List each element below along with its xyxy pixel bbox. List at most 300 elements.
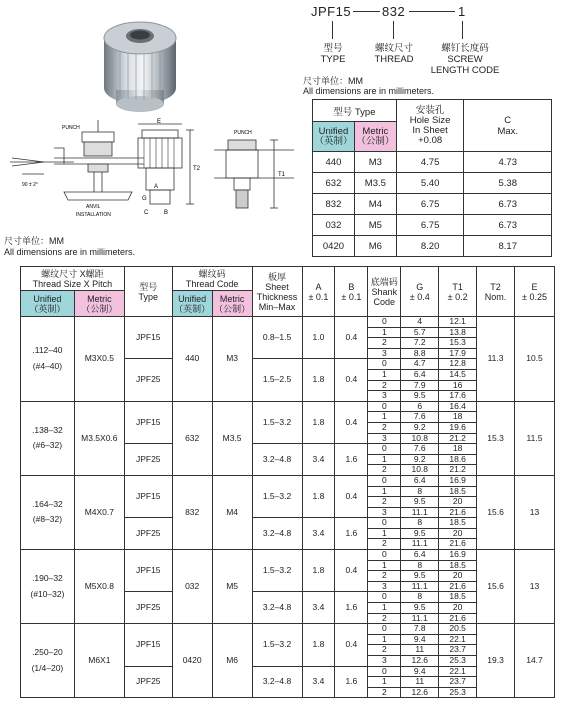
shank-code-cell: 2 xyxy=(368,571,401,582)
h-metric-cn: （公制） xyxy=(81,303,118,314)
h-code-unified-cn: （英制） xyxy=(174,303,211,314)
shank-code-cell: 2 xyxy=(368,645,401,656)
hole-unified-cell: 440 xyxy=(313,152,355,173)
h-type-cn: 型号 xyxy=(139,281,158,292)
hole-h-hole-en3: +0.08 xyxy=(418,134,443,146)
t2-cell: 15.6 xyxy=(477,475,515,549)
code-mid: 832 xyxy=(382,4,406,19)
metric-size-cell: M3X0.5 xyxy=(74,317,124,402)
unit-note-top xyxy=(303,76,434,96)
b-cell: 0.4 xyxy=(335,624,368,666)
hole-h-metric-cn: （公制） xyxy=(356,135,395,147)
h-e-a: E xyxy=(531,281,538,292)
h-a1: A xyxy=(315,281,322,292)
g-cell: 10.8 xyxy=(401,465,439,476)
g-cell: 5.7 xyxy=(401,327,439,338)
unified-size: .112–40 xyxy=(32,345,63,356)
code-metric-cell: M3.5 xyxy=(212,401,252,475)
t1-cell: 19.6 xyxy=(439,422,477,433)
t1-cell: 12.1 xyxy=(439,317,477,328)
h-b2: ± 0.1 xyxy=(341,291,362,302)
shank-code-cell: 2 xyxy=(368,338,401,349)
g-cell: 11 xyxy=(401,645,439,656)
g-cell: 12.6 xyxy=(401,687,439,698)
h-code-metric-cn: （公制） xyxy=(214,303,251,314)
h-e-b: ± 0.25 xyxy=(522,291,547,302)
type-cell: JPF15 xyxy=(124,401,172,443)
h-sheet-cn: 板厚 xyxy=(268,271,287,282)
drawing-label-c: C xyxy=(144,210,149,216)
t1-cell: 25.3 xyxy=(439,687,477,698)
hole-c-cell: 8.17 xyxy=(464,236,552,257)
drawing-label-g: G xyxy=(142,196,147,202)
h-b1: B xyxy=(348,281,355,292)
t1-cell: 15.3 xyxy=(439,338,477,349)
t1-cell: 21.6 xyxy=(439,613,477,624)
hole-row xyxy=(313,152,552,173)
b-cell: 0.4 xyxy=(335,550,368,592)
t1-cell: 18 xyxy=(439,444,477,455)
shank-code-cell: 2 xyxy=(368,687,401,698)
h-sheet-en1: Sheet xyxy=(265,281,289,292)
h-t2-a: T2 xyxy=(490,281,501,292)
shank-code-cell: 3 xyxy=(368,348,401,359)
drawing-label-angle: 90 ± 2° xyxy=(22,182,38,188)
t1-cell: 22.1 xyxy=(439,666,477,677)
a-cell: 3.4 xyxy=(302,592,335,624)
shank-code-cell: 0 xyxy=(368,624,401,635)
h-a xyxy=(302,267,335,317)
h-t1 xyxy=(439,267,477,317)
sheet-cell: 1.5–3.2 xyxy=(252,550,302,592)
hole-h-unified-cn: （英制） xyxy=(314,135,353,147)
unit-note-top-en: All dimensions are in millimeters. xyxy=(303,86,435,96)
thread-en: THREAD xyxy=(374,54,414,65)
t1-cell: 18 xyxy=(439,412,477,423)
spec-table xyxy=(20,266,555,698)
hole-metric-cell: M3.5 xyxy=(354,173,396,194)
shank-code-cell: 1 xyxy=(368,677,401,688)
g-cell: 11.1 xyxy=(401,581,439,592)
drawing-label-installation: INSTALLATION xyxy=(76,212,111,218)
len-en-2: LENGTH CODE xyxy=(430,65,500,76)
hole-unified-cell: 0420 xyxy=(313,236,355,257)
hole-size-cell: 8.20 xyxy=(396,236,464,257)
shank-code-cell: 3 xyxy=(368,433,401,444)
code-metric-cell: M4 xyxy=(212,475,252,549)
shank-code-cell: 0 xyxy=(368,317,401,328)
t1-cell: 20 xyxy=(439,528,477,539)
g-cell: 9.5 xyxy=(401,603,439,614)
drawing-label-t1: T1 xyxy=(278,172,286,178)
shank-code-cell: 3 xyxy=(368,507,401,518)
spec-row xyxy=(21,401,555,412)
t2-cell: 15.3 xyxy=(477,401,515,475)
type-cell: JPF25 xyxy=(124,518,172,550)
drawing-label-e: E xyxy=(157,119,162,125)
e-cell: 11.5 xyxy=(515,401,555,475)
t1-cell: 16.9 xyxy=(439,550,477,561)
shank-code-cell: 1 xyxy=(368,603,401,614)
code-unified-cell: 0420 xyxy=(172,624,212,698)
code-dash-1 xyxy=(353,11,380,12)
shank-code-cell: 1 xyxy=(368,327,401,338)
g-cell: 9.5 xyxy=(401,571,439,582)
shank-code-cell: 0 xyxy=(368,592,401,603)
hole-metric-cell: M4 xyxy=(354,194,396,215)
unified-size-cell xyxy=(21,475,75,549)
hole-h-c2: Max. xyxy=(497,125,519,137)
t1-cell: 16 xyxy=(439,380,477,391)
hole-size-table xyxy=(312,99,552,257)
type-cell: JPF25 xyxy=(124,359,172,401)
a-cell: 1.8 xyxy=(302,550,335,592)
hole-size-cell: 5.40 xyxy=(396,173,464,194)
unit-note-mid-en: All dimensions are in millimeters. xyxy=(4,247,136,257)
drawing-label-punch-right: PUNCH xyxy=(234,130,252,136)
drawing-label-anvil: ANVIL xyxy=(86,204,101,210)
hole-row xyxy=(313,173,552,194)
len-en-1: SCREW xyxy=(447,54,483,65)
shank-code-cell: 1 xyxy=(368,454,401,465)
t2-cell: 19.3 xyxy=(477,624,515,698)
hole-h-hole xyxy=(396,100,464,152)
metric-size-cell: M5X0.8 xyxy=(74,550,124,624)
code-pointer-2 xyxy=(393,21,394,39)
drawing-label-a: A xyxy=(154,184,159,190)
e-cell: 13 xyxy=(515,550,555,624)
unit-note-top-cn: 尺寸单位：MM xyxy=(303,76,363,86)
b-cell: 1.6 xyxy=(335,518,368,550)
hole-unified-cell: 632 xyxy=(313,173,355,194)
t1-cell: 18.5 xyxy=(439,592,477,603)
g-cell: 9.5 xyxy=(401,391,439,402)
a-cell: 1.8 xyxy=(302,401,335,443)
hole-size-cell: 6.75 xyxy=(396,215,464,236)
h-t1-a: T1 xyxy=(452,281,463,292)
spec-row xyxy=(21,475,555,486)
type-cell: JPF15 xyxy=(124,550,172,592)
hole-metric-cell: M6 xyxy=(354,236,396,257)
t1-cell: 21.6 xyxy=(439,581,477,592)
unified-size: .138–32 xyxy=(32,424,63,435)
unit-note-mid xyxy=(4,236,135,258)
hole-h-metric xyxy=(354,122,396,152)
b-cell: 1.6 xyxy=(335,666,368,698)
drawing-label-punch-left: PUNCH xyxy=(62,125,80,131)
h-metric xyxy=(74,291,124,317)
hole-size-cell: 6.75 xyxy=(396,194,464,215)
shank-code-cell: 1 xyxy=(368,560,401,571)
g-cell: 6 xyxy=(401,401,439,412)
type-cn: 型号 xyxy=(323,43,343,54)
code-metric-cell: M3 xyxy=(212,317,252,402)
shank-code-cell: 1 xyxy=(368,634,401,645)
g-cell: 8.8 xyxy=(401,348,439,359)
shank-code-cell: 2 xyxy=(368,497,401,508)
hole-metric-cell: M5 xyxy=(354,215,396,236)
g-cell: 8 xyxy=(401,518,439,529)
unified-size: .250–20 xyxy=(32,647,63,658)
type-cell: JPF25 xyxy=(124,592,172,624)
h-t1-b: ± 0.2 xyxy=(447,291,468,302)
a-cell: 3.4 xyxy=(302,518,335,550)
drawing-label-b: B xyxy=(164,210,169,216)
hole-h-hole-en1: Hole Size xyxy=(409,114,451,126)
t1-cell: 22.1 xyxy=(439,634,477,645)
shank-code-cell: 0 xyxy=(368,666,401,677)
g-cell: 8 xyxy=(401,592,439,603)
metric-size-cell: M4X0.7 xyxy=(74,475,124,549)
t1-cell: 21.2 xyxy=(439,465,477,476)
thread-label xyxy=(364,43,424,65)
hole-c-cell: 4.73 xyxy=(464,152,552,173)
g-cell: 6.4 xyxy=(401,369,439,380)
t1-cell: 21.6 xyxy=(439,539,477,550)
hole-h-hole-cn: 安装孔 xyxy=(415,104,445,116)
h-unified xyxy=(21,291,75,317)
type-cell: JPF25 xyxy=(124,444,172,476)
h-type-en: Type xyxy=(138,291,159,302)
g-cell: 7.9 xyxy=(401,380,439,391)
g-cell: 11 xyxy=(401,677,439,688)
shank-code-cell: 3 xyxy=(368,581,401,592)
h-sheet xyxy=(252,267,302,317)
sheet-cell: 1.5–2.5 xyxy=(252,359,302,401)
hole-row xyxy=(313,194,552,215)
h-a2: ± 0.1 xyxy=(308,291,329,302)
unified-size-cell xyxy=(21,624,75,698)
t1-cell: 18.5 xyxy=(439,486,477,497)
type-label xyxy=(306,43,360,65)
installation-drawings xyxy=(4,118,300,236)
code-dash-2 xyxy=(409,11,455,12)
h-shank-en1: Shank xyxy=(371,286,398,297)
shank-code-cell: 1 xyxy=(368,412,401,423)
t1-cell: 17.6 xyxy=(439,391,477,402)
g-cell: 9.4 xyxy=(401,666,439,677)
code-unified-cell: 032 xyxy=(172,550,212,624)
unified-size-number: (#8–32) xyxy=(32,514,63,525)
b-cell: 0.4 xyxy=(335,401,368,443)
t1-cell: 20.5 xyxy=(439,624,477,635)
g-cell: 11.1 xyxy=(401,507,439,518)
t1-cell: 18.5 xyxy=(439,560,477,571)
g-cell: 7.8 xyxy=(401,624,439,635)
e-cell: 10.5 xyxy=(515,317,555,402)
h-metric-en: Metric xyxy=(87,293,112,304)
code-unified-cell: 832 xyxy=(172,475,212,549)
hole-size-cell: 4.75 xyxy=(396,152,464,173)
fastener-photo xyxy=(90,8,190,116)
b-cell: 0.4 xyxy=(335,475,368,517)
h-thread-en: Thread Size X Pitch xyxy=(32,278,113,289)
hole-c-cell: 6.73 xyxy=(464,194,552,215)
h-code-en: Thread Code xyxy=(185,278,239,289)
h-thread-cn: 螺纹尺寸 X螺距 xyxy=(41,268,104,279)
g-cell: 11.1 xyxy=(401,539,439,550)
shank-code-cell: 0 xyxy=(368,475,401,486)
code-end: 1 xyxy=(458,4,466,19)
code-metric-cell: M5 xyxy=(212,550,252,624)
unified-size-number: (#4–40) xyxy=(32,360,63,371)
g-cell: 8 xyxy=(401,560,439,571)
t1-cell: 17.9 xyxy=(439,348,477,359)
h-g1: G xyxy=(416,281,424,292)
code-metric-cell: M6 xyxy=(212,624,252,698)
g-cell: 11.1 xyxy=(401,613,439,624)
t1-cell: 13.8 xyxy=(439,327,477,338)
shank-code-cell: 0 xyxy=(368,444,401,455)
g-cell: 4 xyxy=(401,317,439,328)
h-code xyxy=(172,267,252,291)
t1-cell: 20 xyxy=(439,603,477,614)
g-cell: 4.7 xyxy=(401,359,439,370)
t1-cell: 16.4 xyxy=(439,401,477,412)
code-pointer-1 xyxy=(332,21,333,39)
a-cell: 1.8 xyxy=(302,359,335,401)
g-cell: 9.2 xyxy=(401,422,439,433)
h-code-unified-en: Unified xyxy=(178,293,207,304)
spec-row xyxy=(21,550,555,561)
t1-cell: 20 xyxy=(439,497,477,508)
drawing-label-t2: T2 xyxy=(193,166,201,172)
type-cell: JPF25 xyxy=(124,666,172,698)
h-code-unified xyxy=(172,291,212,317)
t1-cell: 21.2 xyxy=(439,433,477,444)
hole-h-c1: C xyxy=(504,114,512,126)
type-cell: JPF15 xyxy=(124,317,172,359)
b-cell: 1.6 xyxy=(335,444,368,476)
hole-h-c xyxy=(464,100,552,152)
shank-code-cell: 0 xyxy=(368,518,401,529)
type-cell: JPF15 xyxy=(124,475,172,517)
hole-unified-cell: 032 xyxy=(313,215,355,236)
h-type xyxy=(124,267,172,317)
h-shank-cn: 底端码 xyxy=(370,276,398,287)
shank-code-cell: 0 xyxy=(368,359,401,370)
sheet-cell: 3.2–4.8 xyxy=(252,444,302,476)
t1-cell: 25.3 xyxy=(439,656,477,667)
h-t2 xyxy=(477,267,515,317)
g-cell: 9.5 xyxy=(401,497,439,508)
g-cell: 7.6 xyxy=(401,444,439,455)
thread-cn: 螺纹尺寸 xyxy=(374,43,413,54)
h-g xyxy=(401,267,439,317)
g-cell: 8 xyxy=(401,486,439,497)
g-cell: 6.4 xyxy=(401,550,439,561)
g-cell: 10.8 xyxy=(401,433,439,444)
b-cell: 1.6 xyxy=(335,592,368,624)
t2-cell: 11.3 xyxy=(477,317,515,402)
h-code-metric-en: Metric xyxy=(219,293,245,304)
unified-size-cell xyxy=(21,550,75,624)
sheet-cell: 1.5–3.2 xyxy=(252,624,302,666)
h-unified-cn: （英制） xyxy=(29,303,66,314)
a-cell: 1.8 xyxy=(302,475,335,517)
e-cell: 14.7 xyxy=(515,624,555,698)
t1-cell: 16.9 xyxy=(439,475,477,486)
b-cell: 0.4 xyxy=(335,317,368,359)
hole-h-hole-en2: In Sheet xyxy=(412,124,448,136)
a-cell: 3.4 xyxy=(302,444,335,476)
t1-cell: 18.5 xyxy=(439,518,477,529)
g-cell: 9.4 xyxy=(401,634,439,645)
t1-cell: 14.5 xyxy=(439,369,477,380)
type-cell: JPF15 xyxy=(124,624,172,666)
spec-row xyxy=(21,317,555,328)
hole-c-cell: 5.38 xyxy=(464,173,552,194)
shank-code-cell: 0 xyxy=(368,550,401,561)
unified-size: .190–32 xyxy=(32,573,63,584)
g-cell: 7.6 xyxy=(401,412,439,423)
shank-code-cell: 1 xyxy=(368,486,401,497)
h-unified-en: Unified xyxy=(33,293,62,304)
h-sheet-en3: Min–Max xyxy=(258,301,296,312)
shank-code-cell: 3 xyxy=(368,391,401,402)
len-cn: 螺钉长度码 xyxy=(441,43,489,54)
hole-h-unified xyxy=(313,122,355,152)
shank-code-cell: 1 xyxy=(368,528,401,539)
unit-note-mid-cn: 尺寸单位：MM xyxy=(4,236,64,246)
h-e xyxy=(515,267,555,317)
g-cell: 9.5 xyxy=(401,528,439,539)
a-cell: 1.0 xyxy=(302,317,335,359)
spec-row xyxy=(21,624,555,635)
h-shank-en2: Code xyxy=(373,296,396,307)
shank-code-cell: 2 xyxy=(368,539,401,550)
hole-h-metric-en: Metric xyxy=(362,125,389,137)
t1-cell: 23.7 xyxy=(439,677,477,688)
h-shank xyxy=(368,267,401,317)
length-label xyxy=(425,43,505,76)
unified-size-number: (#10–32) xyxy=(30,588,65,599)
unified-size-number: (#6–32) xyxy=(32,440,63,451)
h-sheet-en2: Thickness xyxy=(256,291,298,302)
h-b xyxy=(335,267,368,317)
t1-cell: 12.8 xyxy=(439,359,477,370)
code-prefix: JPF15 xyxy=(311,4,352,19)
e-cell: 13 xyxy=(515,475,555,549)
t2-cell: 15.6 xyxy=(477,550,515,624)
shank-code-cell: 2 xyxy=(368,465,401,476)
type-en: TYPE xyxy=(320,54,346,65)
hole-row xyxy=(313,215,552,236)
shank-code-cell: 0 xyxy=(368,401,401,412)
metric-size-cell: M3.5X0.6 xyxy=(74,401,124,475)
t1-cell: 18.6 xyxy=(439,454,477,465)
g-cell: 7.2 xyxy=(401,338,439,349)
h-t2-b: Nom. xyxy=(484,291,507,302)
sheet-cell: 3.2–4.8 xyxy=(252,592,302,624)
sheet-cell: 3.2–4.8 xyxy=(252,666,302,698)
sheet-cell: 3.2–4.8 xyxy=(252,518,302,550)
a-cell: 1.8 xyxy=(302,624,335,666)
h-code-cn: 螺纹码 xyxy=(198,268,226,279)
sheet-cell: 1.5–3.2 xyxy=(252,401,302,443)
shank-code-cell: 3 xyxy=(368,656,401,667)
hole-unified-cell: 832 xyxy=(313,194,355,215)
shank-code-cell: 2 xyxy=(368,380,401,391)
t1-cell: 23.7 xyxy=(439,645,477,656)
metric-size-cell: M6X1 xyxy=(74,624,124,698)
unified-size-cell xyxy=(21,317,75,402)
sheet-cell: 0.8–1.5 xyxy=(252,317,302,359)
code-unified-cell: 632 xyxy=(172,401,212,475)
a-cell: 3.4 xyxy=(302,666,335,698)
hole-h-type: 型号 Type xyxy=(313,100,397,122)
g-cell: 9.2 xyxy=(401,454,439,465)
